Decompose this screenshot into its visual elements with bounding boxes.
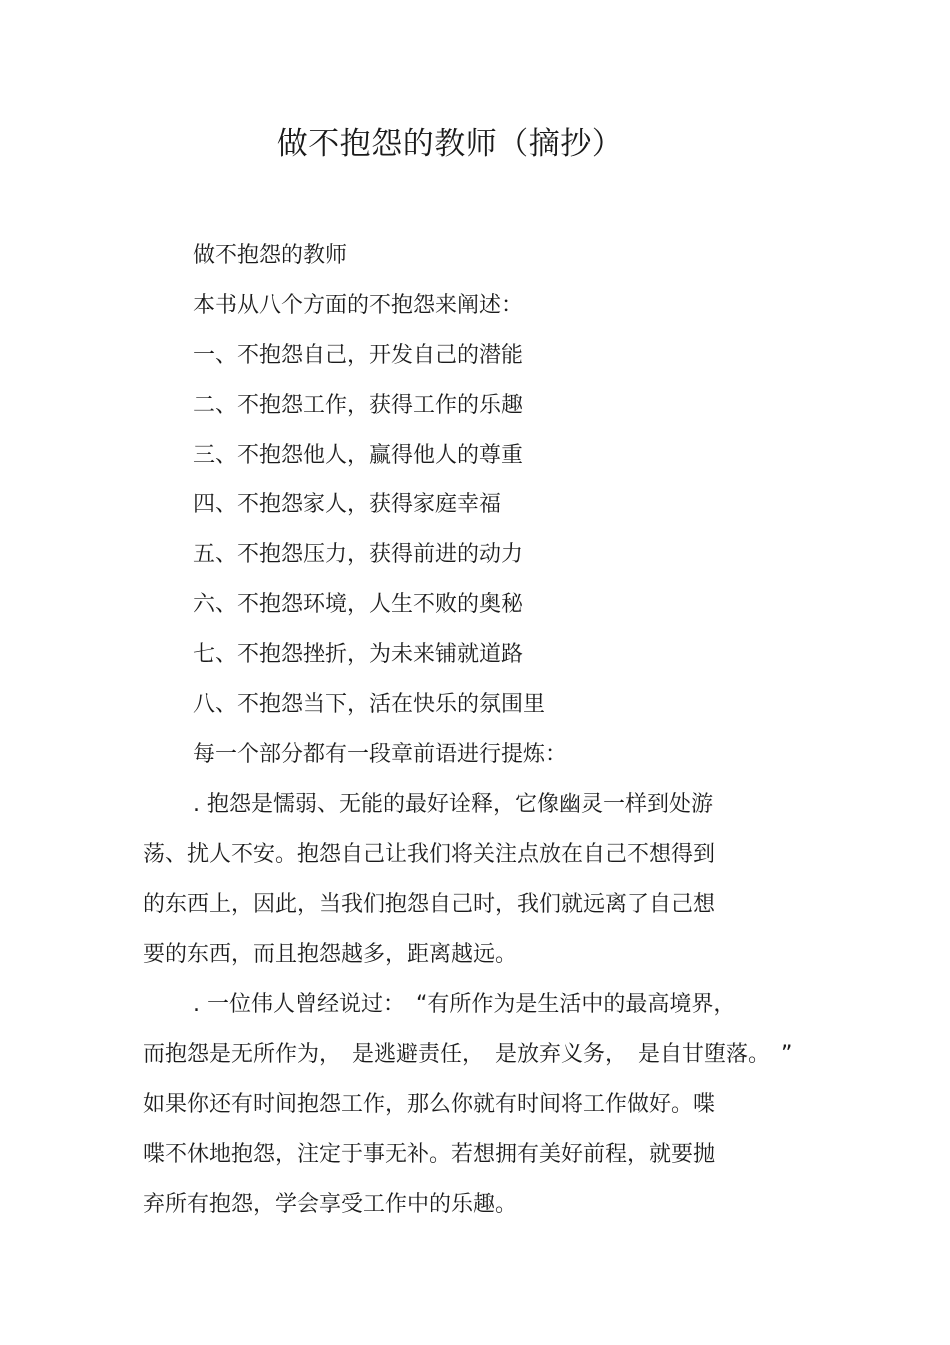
summary-line: 每一个部分都有一段章前语进行提炼： xyxy=(193,742,568,767)
list-item: 二、不抱怨工作，获得工作的乐趣 xyxy=(193,393,524,418)
list-item: 一、不抱怨自己，开发自己的潜能 xyxy=(193,343,524,368)
paragraph-line: 而抱怨是无所作为， 是逃避责任， 是放弃义务， 是自甘堕落。 ” xyxy=(143,1042,793,1067)
list-item: 五、不抱怨压力，获得前进的动力 xyxy=(193,542,524,567)
paragraph-line: 的东西上，因此，当我们抱怨自己时，我们就远离了自己想 xyxy=(143,892,716,917)
list-item: 八、不抱怨当下，活在快乐的氛围里 xyxy=(193,692,546,717)
document-title: 做不抱怨的教师（摘抄） xyxy=(276,126,624,162)
intro-line: 本书从八个方面的不抱怨来阐述： xyxy=(193,293,524,318)
paragraph-line: 如果你还有时间抱怨工作，那么你就有时间将工作做好。喋 xyxy=(143,1092,716,1117)
subtitle: 做不抱怨的教师 xyxy=(193,243,348,268)
list-item: 三、不抱怨他人，赢得他人的尊重 xyxy=(193,443,524,468)
paragraph-line: 要的东西，而且抱怨越多，距离越远。 xyxy=(143,942,518,967)
list-item: 七、不抱怨挫折，为未来铺就道路 xyxy=(193,642,524,667)
paragraph-line: 荡、扰人不安。抱怨自己让我们将关注点放在自己不想得到 xyxy=(143,842,716,867)
list-item: 四、不抱怨家人，获得家庭幸福 xyxy=(193,492,502,517)
paragraph-line: 弃所有抱怨，学会享受工作中的乐趣。 xyxy=(143,1192,518,1217)
paragraph-line: . 一位伟人曾经说过： “有所作为是生活中的最高境界， xyxy=(193,992,736,1017)
paragraph-line: . 抱怨是懦弱、无能的最好诠释，它像幽灵一样到处游 xyxy=(193,792,713,817)
paragraph-line: 喋不休地抱怨，注定于事无补。若想拥有美好前程，就要抛 xyxy=(143,1142,716,1167)
list-item: 六、不抱怨环境，人生不败的奥秘 xyxy=(193,592,524,617)
